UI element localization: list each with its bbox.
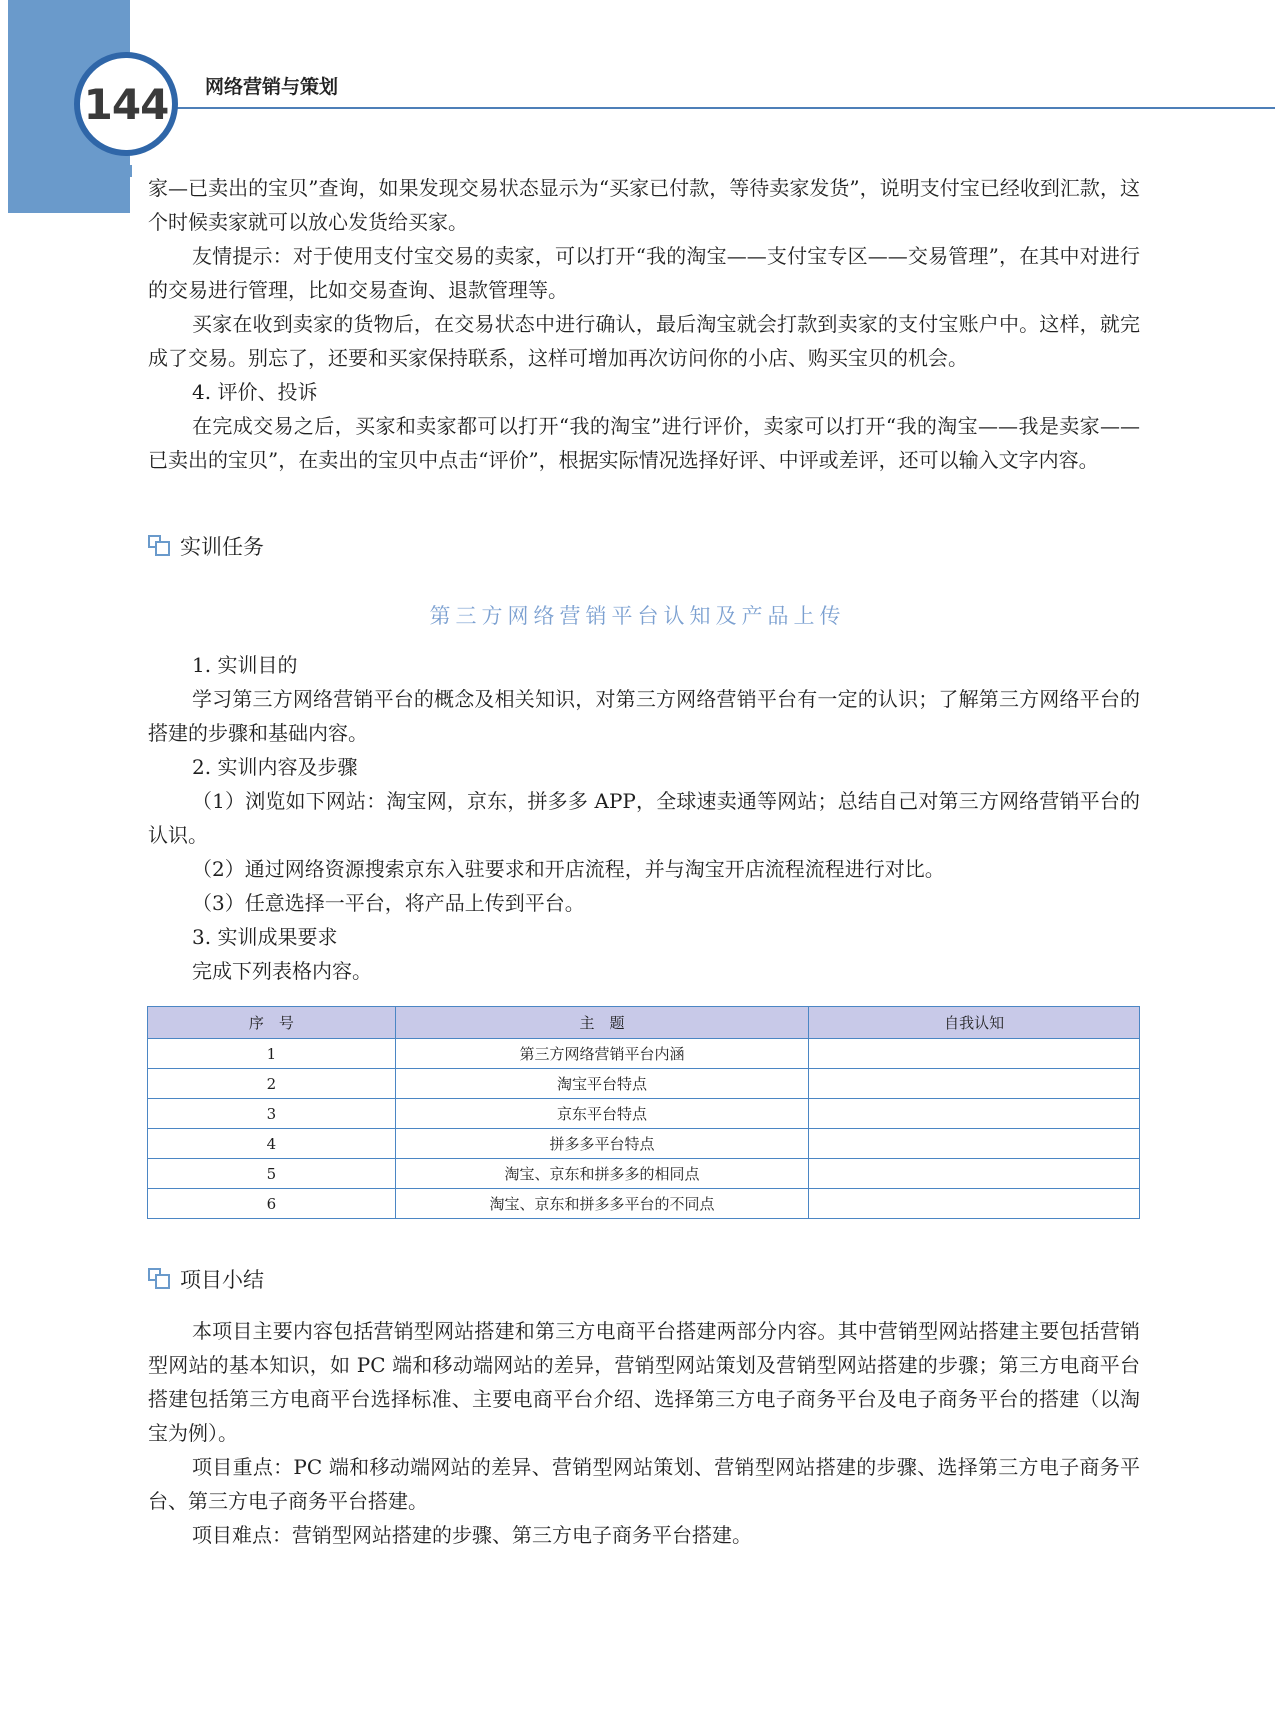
table-cell: 1 — [148, 1039, 396, 1069]
paragraph: 家—已卖出的宝贝”查询，如果发现交易状态显示为“买家已付款，等待卖家发货”，说明支付宝已经收到汇款，这个时候卖家就可以放心发货给买家。 — [148, 176, 1140, 234]
decoration-square — [94, 196, 104, 206]
table-cell: 第三方网络营销平台内涵 — [395, 1039, 809, 1069]
paragraph: 学习第三方网络营销平台的概念及相关知识，对第三方网络营销平台有一定的认识；了解第三方网络平台的搭建的步骤和基础内容。 — [148, 687, 1140, 745]
table-cell — [809, 1159, 1140, 1189]
table-row — [148, 1099, 1140, 1129]
table-cell: 2 — [148, 1069, 396, 1099]
header-rule — [150, 107, 1275, 109]
column-header: 主 题 — [395, 1007, 809, 1039]
training-table — [147, 1006, 1140, 1219]
table-cell — [809, 1189, 1140, 1219]
table-cell: 淘宝、京东和拼多多的相同点 — [395, 1159, 809, 1189]
table-row — [148, 1069, 1140, 1099]
column-header: 自我认知 — [809, 1007, 1140, 1039]
table-cell: 淘宝平台特点 — [395, 1069, 809, 1099]
section-heading-summary — [148, 1264, 264, 1294]
table-cell — [809, 1039, 1140, 1069]
paragraph-heading: 1. 实训目的 — [192, 653, 298, 677]
paragraph: （3）任意选择一平台，将产品上传到平台。 — [192, 891, 585, 915]
section-squares-icon — [148, 1268, 172, 1290]
paragraph: （2）通过网络资源搜索京东入驻要求和开店流程，并与淘宝开店流程流程进行对比。 — [192, 857, 945, 881]
section-heading-training — [148, 531, 264, 561]
page-number: 144 — [83, 79, 169, 129]
table-row — [148, 1039, 1140, 1069]
book-title: 网络营销与策划 — [205, 76, 339, 98]
body-text-task — [148, 648, 1140, 988]
paragraph: （1）浏览如下网站：淘宝网，京东，拼多多 APP，全球速卖通等网站；总结自己对第三方网络营销平台的认识。 — [148, 789, 1140, 847]
table-cell: 淘宝、京东和拼多多平台的不同点 — [395, 1189, 809, 1219]
table-cell: 5 — [148, 1159, 396, 1189]
column-header: 序 号 — [148, 1007, 396, 1039]
body-text-summary — [148, 1314, 1140, 1552]
task-title: 第三方网络营销平台认知及产品上传 — [429, 604, 846, 628]
table-row — [148, 1189, 1140, 1219]
paragraph: 项目难点：营销型网站搭建的步骤、第三方电子商务平台搭建。 — [192, 1523, 752, 1547]
section-title: 项目小结 — [180, 1268, 264, 1292]
table-header-row — [148, 1007, 1140, 1039]
table-cell — [809, 1099, 1140, 1129]
section-squares-icon — [148, 535, 172, 557]
paragraph-heading: 3. 实训成果要求 — [192, 925, 338, 949]
table-row — [148, 1129, 1140, 1159]
table-row — [148, 1159, 1140, 1189]
table-cell: 拼多多平台特点 — [395, 1129, 809, 1159]
body-text-top — [148, 171, 1140, 477]
table-cell: 4 — [148, 1129, 396, 1159]
paragraph: 友情提示：对于使用支付宝交易的卖家，可以打开“我的淘宝——支付宝专区——交易管理”，在其中对进行的交易进行管理，比如交易查询、退款管理等。 — [148, 244, 1140, 302]
paragraph: 买家在收到卖家的货物后，在交易状态中进行确认，最后淘宝就会打款到卖家的支付宝账户中。这样，就完成了交易。别忘了，还要和买家保持联系，这样可增加再次访问你的小店、购买宝贝的机会。 — [148, 312, 1140, 370]
table-cell: 3 — [148, 1099, 396, 1129]
paragraph-heading: 4. 评价、投诉 — [192, 380, 318, 404]
page-number-badge — [74, 52, 178, 156]
table-cell — [809, 1069, 1140, 1099]
section-title: 实训任务 — [180, 535, 264, 559]
table-cell: 6 — [148, 1189, 396, 1219]
decoration-square — [120, 196, 130, 206]
table-cell — [809, 1129, 1140, 1159]
paragraph: 完成下列表格内容。 — [192, 959, 372, 983]
decoration-square — [120, 165, 132, 177]
decoration-square — [106, 180, 120, 194]
table-cell: 京东平台特点 — [395, 1099, 809, 1129]
paragraph: 在完成交易之后，买家和卖家都可以打开“我的淘宝”进行评价，卖家可以打开“我的淘宝——我是卖家——已卖出的宝贝”，在卖出的宝贝中点击“评价”，根据实际情况选择好评、中评或差评，还可以输入文字内容。 — [148, 414, 1140, 472]
paragraph-heading: 2. 实训内容及步骤 — [192, 755, 358, 779]
paragraph: 本项目主要内容包括营销型网站搭建和第三方电商平台搭建两部分内容。其中营销型网站搭建主要包括营销型网站的基本知识，如 PC 端和移动端网站的差异，营销型网站策划及营销型网站搭建的步骤；第三方电商平台搭建包括第三方电商平台选择标准、主要电商平台介绍、选择第三方电子商务平台及电子商务平台的搭建（以淘宝为例）。 — [148, 1319, 1140, 1445]
paragraph: 项目重点：PC 端和移动端网站的差异、营销型网站策划、营销型网站搭建的步骤、选择第三方电子商务平台、第三方电子商务平台搭建。 — [148, 1455, 1140, 1513]
